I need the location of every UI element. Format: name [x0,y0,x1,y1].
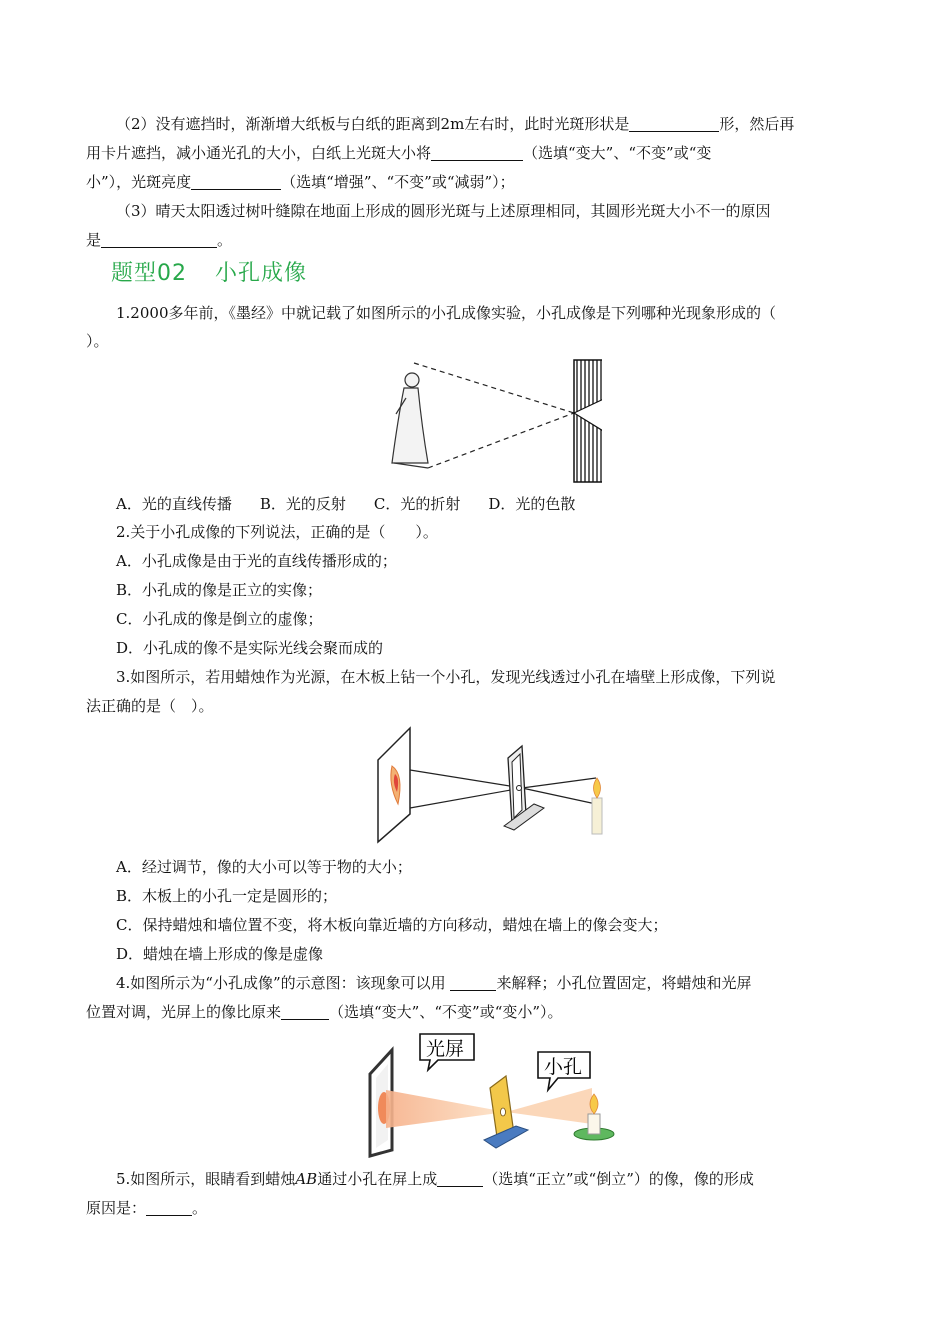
answer-blank[interactable] [629,113,719,132]
q3-option-d[interactable]: D．蜡烛在墙上形成的像是虚像 [116,945,324,963]
q4-stem-line1: 4.如图所示为“小孔成像”的示意图：该现象可以用 来解释；小孔位置固定，将蜡烛和光屏 [116,974,752,992]
answer-blank[interactable] [191,171,281,190]
label-screen: 光屏 [426,1038,465,1060]
q-part3-line2: 是 。 [86,231,233,249]
q2-option-a[interactable]: A．小孔成像是由于光的直线传播形成的； [116,552,397,570]
q1-option-b[interactable]: B．光的反射 [259,495,346,513]
pinhole-figure-2 [374,722,610,846]
q2-stem: 2.关于小孔成像的下列说法，正确的是（ ）。 [116,523,438,541]
person-figure [392,373,428,468]
q3-stem-line1: 3.如图所示，若用蜡烛作为光源，在木板上钻一个小孔，发现光线透过小孔在墙壁上形成像，下列说 [116,668,776,686]
answer-blank[interactable] [450,972,496,991]
q5-stem-line2: 原因是： 。 [86,1199,208,1217]
pinhole-figure-3 [366,1030,628,1158]
label-pinhole: 小孔 [544,1056,583,1078]
q1-option-c[interactable]: C．光的折射 [373,495,461,513]
answer-blank[interactable] [146,1197,192,1216]
q4-stem-line2: 位置对调，光屏上的像比原来 （选填“变大”、“不变”或“变小”）。 [86,1003,563,1021]
q-part2-line1: （2）没有遮挡时，渐渐增大纸板与白纸的距离到2m左右时，此时光斑形状是 形，然后再 [116,115,795,133]
pinhole-figure-1 [384,358,602,484]
answer-blank[interactable] [431,142,523,161]
q2-option-d[interactable]: D．小孔成的像不是实际光线会聚而成的 [116,639,384,657]
q-part2-line3: 小”），光斑亮度 （选填“增强”、“不变”或“减弱”）； [86,173,515,191]
q2-option-c[interactable]: C．小孔成的像是倒立的虚像； [116,610,323,628]
section-heading: 题型02 小孔成像 [111,261,308,286]
answer-blank[interactable] [437,1168,483,1187]
q3-stem-line2: 法正确的是（ ）。 [86,697,214,715]
q-part2-line2: 用卡片遮挡，减小通光孔的大小，白纸上光斑大小将 （选填“变大”、“不变”或“变 [86,144,712,162]
answer-blank[interactable] [281,1001,329,1020]
answer-blank[interactable] [101,229,217,248]
q3-option-c[interactable]: C．保持蜡烛和墙位置不变，将木板向靠近墙的方向移动，蜡烛在墙上的像会变大； [116,916,668,934]
q1-stem-line2: ）。 [86,332,109,350]
q5-stem-line1: 5.如图所示，眼睛看到蜡烛AB通过小孔在屏上成 （选填“正立”或“倒立”）的像，像的形成 [116,1170,754,1188]
q1-option-d[interactable]: D．光的色散 [488,495,576,513]
q1-option-a[interactable]: A．光的直线传播 [116,495,232,513]
q1-stem-line1: 1.2000多年前，《墨经》中就记载了如图所示的小孔成像实验，小孔成像是下列哪种光现象形成的（ [116,304,776,322]
q2-option-b[interactable]: B．小孔成的像是正立的实像； [116,581,323,599]
q-part3-line1: （3）晴天太阳透过树叶缝隙在地面上形成的圆形光斑与上述原理相同，其圆形光斑大小不一的原因 [116,202,771,220]
q1-options [86,490,896,518]
q3-option-b[interactable]: B．木板上的小孔一定是圆形的； [116,887,338,905]
q3-option-a[interactable]: A．经过调节，像的大小可以等于物的大小； [116,858,412,876]
